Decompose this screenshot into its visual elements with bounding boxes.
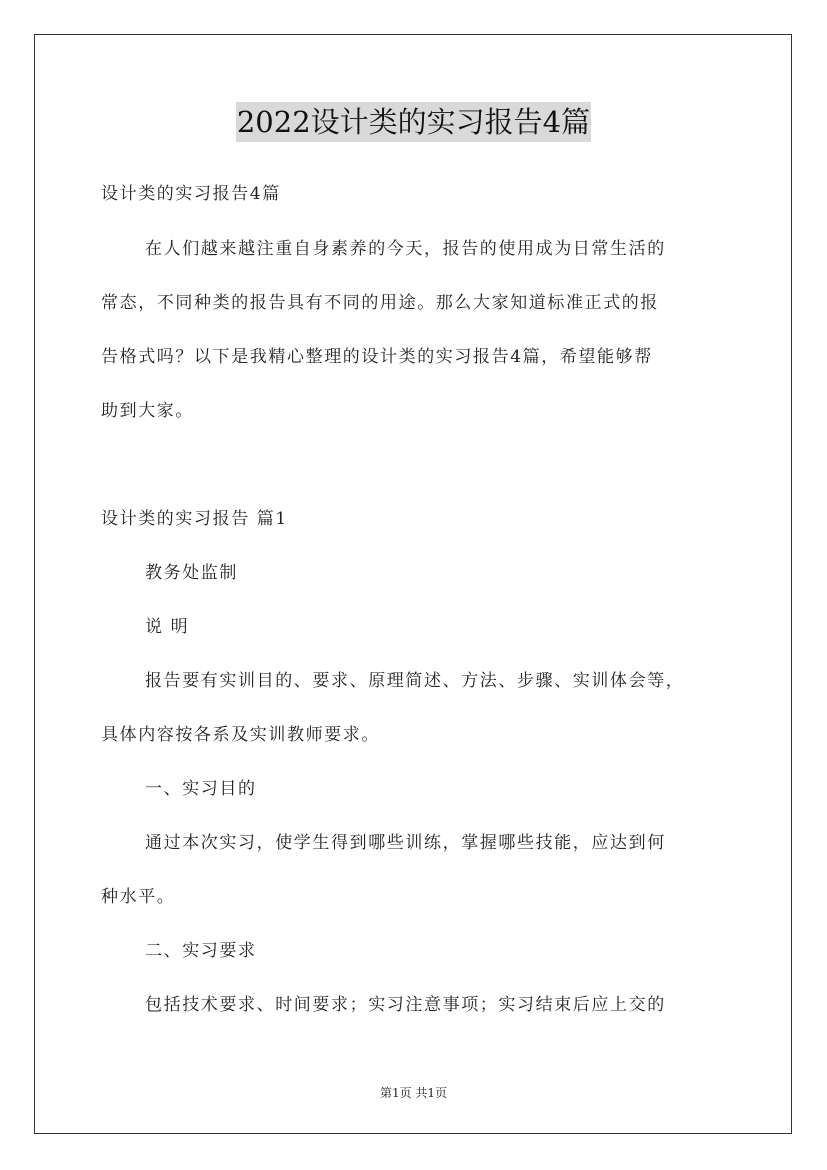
paragraph-line: 助到大家。 [101,401,194,421]
paragraph-line: 说 明 [145,617,190,637]
paragraph-line: 教务处监制 [145,563,238,583]
section-heading: 设计类的实习报告 篇1 [101,509,288,529]
page-footer: 第1页 共1页 [379,1086,448,1100]
subtitle-line: 设计类的实习报告4篇 [101,184,281,204]
paragraph-line: 包括技术要求、时间要求；实习注意事项；实习结束后应上交的 [145,995,666,1015]
paragraph-line: 告格式吗？以下是我精心整理的设计类的实习报告4篇，希望能够帮 [101,347,653,367]
paragraph-line: 具体内容按各系及实训教师要求。 [101,725,380,745]
paragraph-line: 常态，不同种类的报告具有不同的用途。那么大家知道标准正式的报 [101,293,659,313]
paragraph-line: 报告要有实训目的、要求、原理简述、方法、步骤、实训体会等， [145,671,685,691]
paragraph-line: 在人们越来越注重自身素养的今天，报告的使用成为日常生活的 [145,239,666,259]
paragraph-line: 种水平。 [101,887,176,907]
document-title-text: 2022设计类的实习报告4篇 [236,102,591,142]
paragraph-line: 通过本次实习，使学生得到哪些训练，掌握哪些技能，应达到何 [145,833,666,853]
paragraph-line: 二、实习要求 [145,941,257,961]
paragraph-line: 一、实习目的 [145,779,257,799]
document-title [0,102,827,142]
